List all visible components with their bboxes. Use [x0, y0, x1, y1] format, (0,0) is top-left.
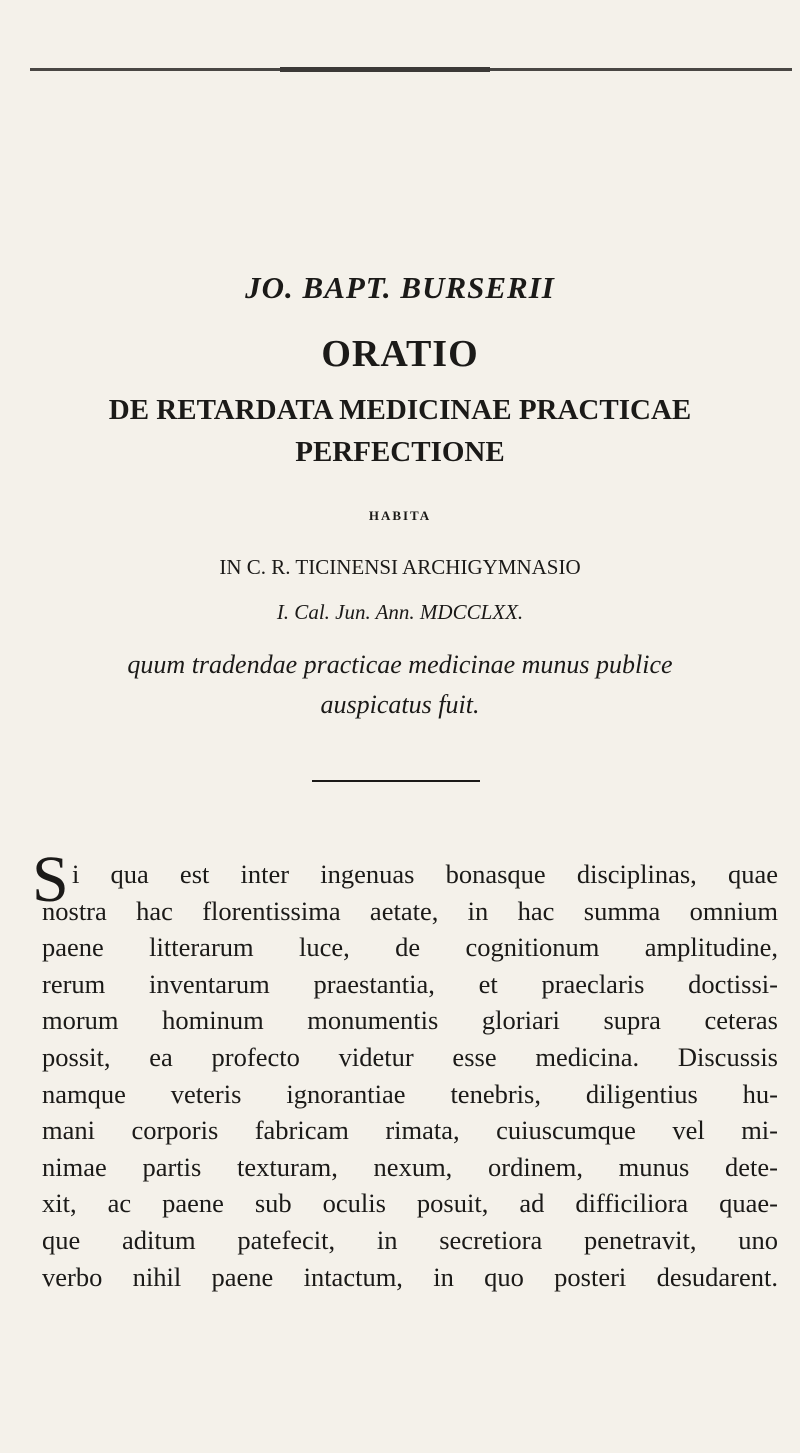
- drop-cap: S: [32, 843, 69, 916]
- occasion-line-1: quum tradendae practicae medicinae munus publice: [127, 650, 673, 679]
- body-line: nostra hac florentissima aetate, in hac summa omnium: [42, 895, 778, 926]
- body-line: que aditum patefecit, in secretiora penetravit, uno: [42, 1224, 778, 1255]
- date-line: I. Cal. Jun. Ann. MDCCLXX.: [276, 600, 524, 624]
- body-line: xit, ac paene sub oculis posuit, ad difficiliora quae-: [42, 1188, 778, 1219]
- body-paragraph: [32, 843, 778, 1295]
- body-line: i qua est inter ingenuas bonasque disciplinas, quae: [72, 859, 778, 889]
- occasion-line-2: auspicatus fuit.: [320, 690, 480, 719]
- oratio-heading: ORATIO: [321, 333, 479, 375]
- author-heading: JO. BAPT. BURSERII: [245, 270, 555, 305]
- body-line: rerum inventarum praestantia, et praeclaris doctissi-: [42, 968, 778, 999]
- subject-line-1: DE RETARDATA MEDICINAE PRACTICAE: [108, 394, 692, 426]
- place-line: IN C. R. TICINENSI ARCHIGYMNASIO: [219, 555, 581, 579]
- subject-line-2: PERFECTIONE: [295, 436, 505, 468]
- body-line: verbo nihil paene intactum, in quo posteri desudarent.: [42, 1261, 778, 1292]
- body-line: possit, ea profecto videtur esse medicina. Discussis: [42, 1041, 778, 1072]
- body-line: morum hominum monumentis gloriari supra ceteras: [42, 1005, 778, 1036]
- body-line: mani corporis fabricam rimata, cuiuscumque vel mi-: [42, 1115, 778, 1146]
- body-line: paene litterarum luce, de cognitionum amplitudine,: [42, 932, 778, 963]
- top-rule: [30, 68, 792, 71]
- habita-label: HABITA: [368, 508, 432, 523]
- body-line: nimae partis texturam, nexum, ordinem, munus dete-: [42, 1151, 778, 1182]
- body-line: namque veteris ignorantiae tenebris, diligentius hu-: [42, 1078, 778, 1109]
- section-divider: [312, 780, 480, 782]
